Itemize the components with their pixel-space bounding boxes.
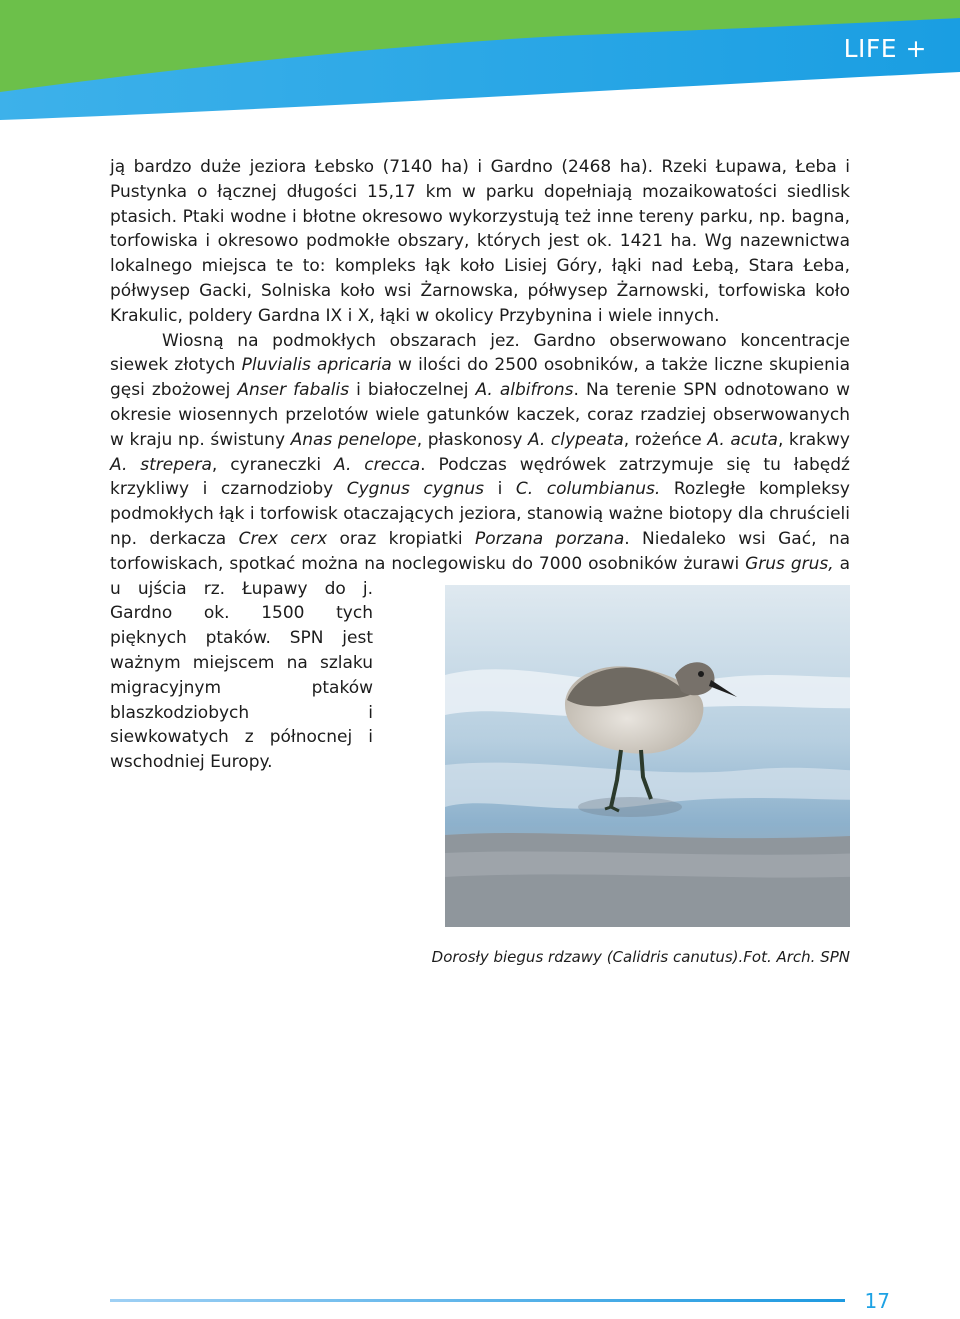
text-run: , rożeńce [623,429,708,450]
page-number: 17 [864,1289,890,1313]
page-header [0,0,960,125]
text-run: . Niedaleko wsi Gać, na torfowiskach, spotkać można na noclegowisku do 7000 osobników żurawi [110,528,851,574]
species-name: Porzana porzana [475,528,625,549]
species-name: Anas penelope [290,429,417,450]
text-run: . Podczas wędrówek zatrzymuje się tu łabędź krzykliwy i czarnodzioby [110,454,850,500]
text-run: oraz kropiatki [327,528,475,549]
article-body [110,155,850,937]
text-run: i białoczelnej [349,380,476,401]
species-name: Pluvialis apricaria [241,355,392,376]
bird-photo [393,585,850,927]
species-name: A. strepera [110,454,212,475]
species-name: A. clypeata [527,429,624,450]
text-run: , cyraneczki [211,454,334,475]
text-run: , płaskonosy [416,429,528,450]
text-run: a u ujścia rz. Łupawy do j. Gardno ok. 1500 tych pięknych ptaków. SPN jest ważnym miejscem na szlaku migracyjnym ptaków blaszkodziobych i siewkowatych z północnej i wschodniej Europy. [110,553,850,773]
paragraph-2 [110,329,850,775]
text-run: Rozległe kompleksy podmokłych łąk i torfowisk otaczających jeziora, stanowią ważne biotopy dla chruścieli np. derkacza [110,479,850,549]
text-run: i [484,479,516,500]
text-run: Wiosną na podmokłych obszarach jez. Gardno obserwowano koncentracje siewek złotych [110,330,850,376]
paragraph-1 [110,155,850,329]
paragraph-1-text: ją bardzo duże jeziora Łebsko (7140 ha) i Gardno (2468 ha). Rzeki Łupawa, Łeba i Pustynka o łącznej długości 15,17 km w parku dopełniają mozaikowatości siedlisk ptasich. Ptaki wodne i błotne okresowo wykorzystują też inne tereny parku, np. bagna, torfowiska i okresowo podmokłe obszary, których jest ok. 1421 ha. Wg nazewnictwa lokalnego miejsca te to: kompleks łąk koło Lisiej Góry, łąki nad Łebą, Stara Łeba, półwysep Gacki, Solniska koło wsi Żarnowska, półwysep Żarnowski, torfowiska koło Krakulic, poldery Gardna IX i X, łąki w okolicy Przybynina i wiele innych. [110,157,850,326]
species-name: Crex cerx [238,528,328,549]
red-knot-image [445,585,850,927]
photo-caption: Dorosły biegus rdzawy (Calidris canutus).Fot. Arch. SPN [431,948,850,966]
text-run: , krakwy [777,429,850,450]
species-name: A. crecca [334,454,421,475]
species-name: A. albifrons [475,380,574,401]
species-name: Cygnus cygnus [346,479,485,500]
brand-logo-text: LIFE + [843,34,927,63]
header-wave-banner [0,0,960,125]
text-run: . Na terenie SPN odnotowano w okresie wiosennych przelotów wiele gatunków kaczek, coraz rzadziej obserwowanych w kraju np. świstuny [110,380,850,450]
text-run: w ilości do 2500 osobników, a także liczne skupienia gęsi zbożowej [110,355,850,401]
species-name: A. acuta [707,429,778,450]
footer-divider [110,1299,845,1302]
species-name: Anser fabalis [237,380,350,401]
species-name: C. columbianus. [515,479,661,500]
species-name: Grus grus, [745,553,834,574]
